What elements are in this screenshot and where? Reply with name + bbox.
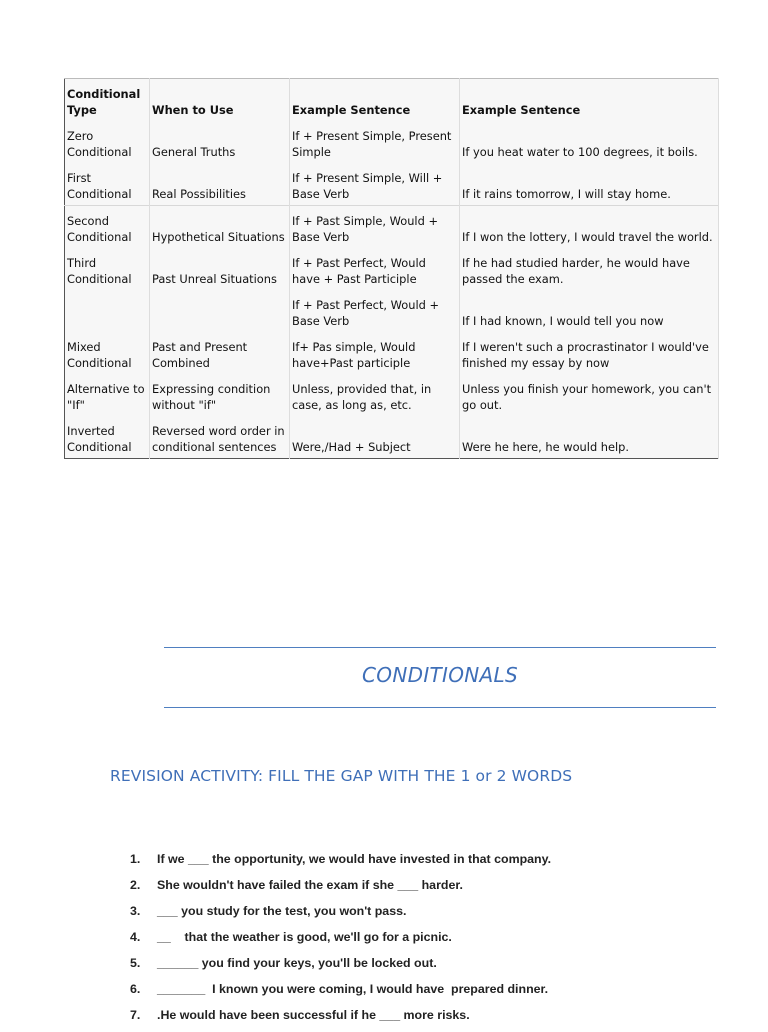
table-cell: If I won the lottery, I would travel the world.: [460, 206, 719, 249]
table-row: [65, 121, 719, 163]
exercise-text: ______ you find your keys, you'll be locked out.: [157, 956, 437, 970]
table-row: [65, 163, 719, 206]
table-cell: If + Past Perfect, Would + Base Verb: [290, 290, 460, 332]
table-row: [65, 290, 719, 332]
exercise-number: 5.: [130, 956, 141, 970]
table-cell: Zero Conditional: [65, 121, 150, 163]
table-cell: Were,/Had + Subject: [290, 416, 460, 459]
table-cell: If it rains tomorrow, I will stay home.: [460, 163, 719, 206]
table-cell: If + Present Simple, Will + Base Verb: [290, 163, 460, 206]
table-cell: Alternative to "If": [65, 374, 150, 416]
exercise-number: 7.: [130, 1008, 141, 1022]
list-item: [130, 980, 551, 1006]
list-item: [130, 850, 551, 876]
activity-heading: REVISION ACTIVITY: FILL THE GAP WITH THE 1 or 2 WORDS: [110, 767, 573, 785]
table-row: [65, 332, 719, 374]
conditionals-table-container: [64, 78, 718, 459]
table-cell: Were he here, he would help.: [460, 416, 719, 459]
table-cell: Second Conditional: [65, 206, 150, 249]
table-cell: General Truths: [150, 121, 290, 163]
table-cell: Hypothetical Situations: [150, 206, 290, 249]
list-item: [130, 1006, 551, 1032]
table-cell: If + Present Simple, Present Simple: [290, 121, 460, 163]
table-cell: If I weren't such a procrastinator I would've finished my essay by now: [460, 332, 719, 374]
list-item: [130, 954, 551, 980]
title-top-rule: [164, 647, 716, 648]
exercise-text: She wouldn't have failed the exam if she ___ harder.: [157, 878, 463, 892]
table-cell: First Conditional: [65, 163, 150, 206]
table-cell: Expressing condition without "if": [150, 374, 290, 416]
exercise-text: If we ___ the opportunity, we would have invested in that company.: [157, 852, 552, 866]
header-example-sentence: Example Sentence: [460, 79, 719, 122]
table-cell: Past and Present Combined: [150, 332, 290, 374]
table-cell: If + Past Simple, Would + Base Verb: [290, 206, 460, 249]
table-cell: Inverted Conditional: [65, 416, 150, 459]
document-title: CONDITIONALS: [362, 663, 518, 687]
exercise-text: .He would have been successful if he ___ more risks.: [157, 1008, 470, 1022]
table-cell: If you heat water to 100 degrees, it boils.: [460, 121, 719, 163]
table-cell: If + Past Perfect, Would have + Past Participle: [290, 248, 460, 290]
exercise-number: 3.: [130, 904, 141, 918]
list-item: [130, 928, 551, 954]
header-conditional-type: Conditional Type: [65, 79, 150, 122]
table-row: [65, 374, 719, 416]
table-cell: [150, 290, 290, 332]
table-row: [65, 416, 719, 459]
header-example-structure: Example Sentence: [290, 79, 460, 122]
exercise-text: __ that the weather is good, we'll go for a picnic.: [157, 930, 452, 944]
exercise-text: ___ you study for the test, you won't pass.: [157, 904, 407, 918]
conditionals-table: [64, 78, 719, 459]
table-cell: Mixed Conditional: [65, 332, 150, 374]
list-item: [130, 902, 551, 928]
exercise-number: 4.: [130, 930, 141, 944]
header-when-to-use: When to Use: [150, 79, 290, 122]
table-cell: Unless, provided that, in case, as long as, etc.: [290, 374, 460, 416]
table-cell: Reversed word order in conditional sentences: [150, 416, 290, 459]
table-header-row: [65, 79, 719, 122]
list-item: [130, 876, 551, 902]
table-row: [65, 206, 719, 249]
table-cell: Unless you finish your homework, you can't go out.: [460, 374, 719, 416]
table-row: [65, 248, 719, 290]
table-cell: If I had known, I would tell you now: [460, 290, 719, 332]
table-cell: Past Unreal Situations: [150, 248, 290, 290]
exercise-number: 6.: [130, 982, 141, 996]
table-cell: If he had studied harder, he would have passed the exam.: [460, 248, 719, 290]
table-cell: If+ Pas simple, Would have+Past participle: [290, 332, 460, 374]
exercise-list: [130, 850, 551, 1032]
exercise-text: _______ I known you were coming, I would have prepared dinner.: [157, 982, 549, 996]
exercise-number: 2.: [130, 878, 141, 892]
table-cell: Real Possibilities: [150, 163, 290, 206]
table-cell: Third Conditional: [65, 248, 150, 290]
table-cell: [65, 290, 150, 332]
exercise-number: 1.: [130, 852, 141, 866]
title-bottom-rule: [164, 707, 716, 708]
